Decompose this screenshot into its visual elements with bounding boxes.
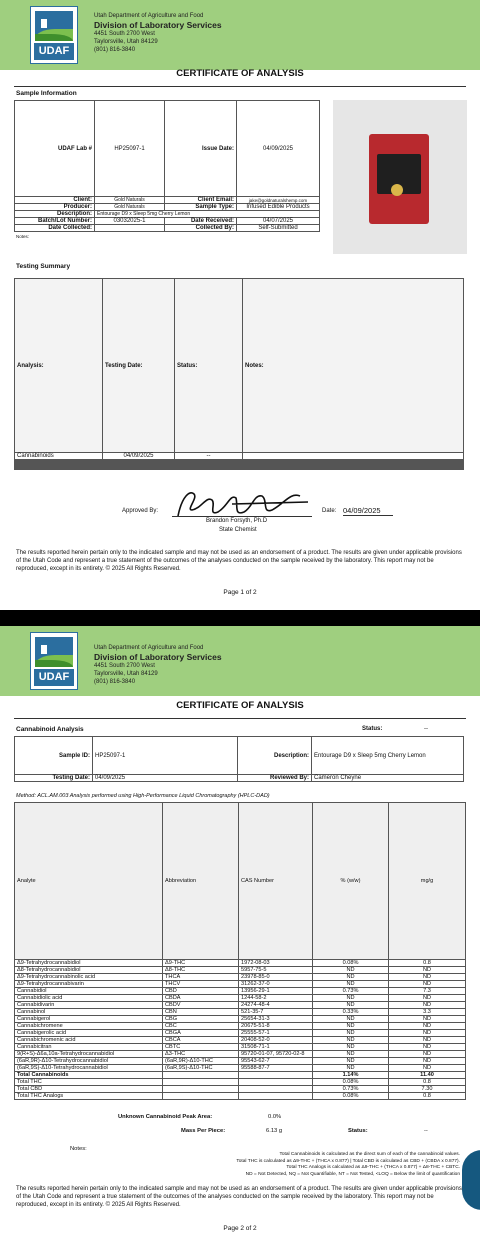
address-line-1: 4451 South 2700 West <box>94 31 155 37</box>
results-header-cell: Analyte <box>15 803 163 960</box>
page-number: Page 2 of 2 <box>223 1225 257 1232</box>
address-line-1: 4451 South 2700 West <box>94 663 155 669</box>
analyte-row: Δ9-Tetrahydrocannabinolic acid THCA 23978-85-0 ND ND <box>15 974 466 981</box>
unknown-peak-value: 0.0% <box>268 1114 282 1120</box>
unknown-peak-label: Unknown Cannabinoid Peak Area: <box>118 1114 213 1120</box>
analyte-row: Cannabichromene CBC 20675-51-8 ND ND <box>15 1023 466 1030</box>
division-name: Division of Laboratory Services <box>94 20 222 30</box>
total-row: Total THC 0.08% 0.8 <box>15 1079 466 1086</box>
results-header-cell: CAS Number <box>239 803 313 960</box>
notes-label: Notes: <box>70 1146 87 1152</box>
analyte-row: Cannabigerol CBG 25654-31-3 ND ND <box>15 1016 466 1023</box>
disclaimer-text: The results reported herein pertain only to the indicated sample and may not be used as an endorsement of a product. The results are given under applicable provisions of the Utah Code and represent a true statement of the outcomes of the analyses conducted on the sample received by the laboratory. This report may not be reproduced, except in its entirety. © 2025 All Rights Reserved. <box>16 550 462 572</box>
status-label: Status: <box>362 726 383 732</box>
analyte-row: 9(R+S)-Δ6a,10a-Tetrahydrocannabidiol Δ3-THC 95720-01-07, 95720-02-8 ND ND <box>15 1051 466 1058</box>
analyte-row: Cannabidiolic acid CBDA 1244-58-2 ND ND <box>15 995 466 1002</box>
total-row: Total CBD 0.73% 7.30 <box>15 1086 466 1093</box>
summary-header-cell: Notes: <box>243 279 464 453</box>
date-label: Date: <box>322 508 337 514</box>
sample-info-table: UDAF Lab # HP25097-1 Issue Date: 04/09/2025 Client: Gold Naturals Client Email: jake@goldnaturalshemp.com Producer: Gold Naturals Sample Type: Infused Edible Products Description: Entourage D9 x Sleep 5mg Cherry Lemon Batch/Lot Number: 03032025-1 Date Received: 04/07/2025 Date Collected: Collected By: Self-Submitted <box>14 100 320 232</box>
analyte-row: Δ9-Tetrahydrocannabivarin THCV 31262-37-0 ND ND <box>15 981 466 988</box>
analyte-row: Cannabicitran CBTC 31508-71-1 ND ND <box>15 1044 466 1051</box>
status-label-bottom: Status: <box>348 1128 368 1134</box>
status-value-bottom: -- <box>424 1128 428 1134</box>
status-value: -- <box>424 726 428 732</box>
sample-information-label: Sample Information <box>16 90 77 97</box>
total-row: Total Cannabinoids 1.14% 11.40 <box>15 1072 466 1079</box>
total-row: Total THC Analogs 0.08% 0.8 <box>15 1093 466 1100</box>
phone-number: (801) 816-3840 <box>94 47 136 53</box>
analyte-row: Cannabichromenic acid CBCA 20408-52-0 ND ND <box>15 1037 466 1044</box>
cannabinoid-analysis-label: Cannabinoid Analysis <box>16 726 84 733</box>
disclaimer-text: The results reported herein pertain only to the indicated sample and may not be used as an endorsement of a product. The results are given under applicable provisions of the Utah Code and represent a true statement of the outcomes of the analyses conducted on the sample received by the laboratory. This report may not be reproduced, except in its entirety. © 2025 All Rights Reserved. <box>16 1186 462 1208</box>
product-photo <box>333 100 467 254</box>
summary-row <box>15 469 464 470</box>
analyte-row: Cannabigerolic acid CBGA 25555-57-1 ND ND <box>15 1030 466 1037</box>
analyte-row: Cannabidivarin CBDV 24274-48-4 ND ND <box>15 1002 466 1009</box>
udaf-logo: UDAF <box>30 632 78 690</box>
analyte-row: (6aR,9S)-Δ10-Tetrahydrocannabidiol (6aR,9S)-Δ10-THC 95588-87-7 ND ND <box>15 1065 466 1072</box>
analyte-row: Δ8-Tetrahydrocannabidiol Δ8-THC 5957-75-5 ND ND <box>15 967 466 974</box>
analyte-row: Cannabinol CBN 521-35-7 0.33% 3.3 <box>15 1009 466 1016</box>
certificate-title: CERTIFICATE OF ANALYSIS <box>176 68 304 79</box>
phone-number: (801) 816-3840 <box>94 679 136 685</box>
approved-by-label: Approved By: <box>122 508 159 514</box>
results-header-cell: Abbreviation <box>163 803 239 960</box>
method-text: Method: ACL.AM.003 Analysis performed using High-Performance Liquid Chromatography (HPLC-DAD) <box>16 793 270 799</box>
address-line-2: Taylorsville, Utah 84129 <box>94 39 158 45</box>
department-name: Utah Department of Agriculture and Food <box>94 645 204 651</box>
approval-date: 04/09/2025 <box>343 506 393 516</box>
division-name: Division of Laboratory Services <box>94 652 222 662</box>
calculation-notes: Total Cannabinoids is calculated as the direct sum of each of the cannabinoid values. Total THC is calculated as Δ9-THC + (THCA x 0.877) | Total CBD is calculated as CBD + (CBDA x 0.877). Total THC Analogs is calculated as Δ9-THC + (THCA x 0.877) + Δ8-THC + CBTC. ND = Not Detected, NQ = Not Quantifiable, NT = Not Tested, <LOQ = Below the limit of quantification <box>236 1152 460 1177</box>
certificate-title: CERTIFICATE OF ANALYSIS <box>176 700 304 711</box>
testing-summary-label: Testing Summary <box>16 263 71 270</box>
analyte-row: (6aR,9R)-Δ10-Tetrahydrocannabidiol (6aR,9R)-Δ10-THC 95543-62-7 ND ND <box>15 1058 466 1065</box>
analyte-row: Cannabidiol CBD 13956-29-1 0.73% 7.3 <box>15 988 466 995</box>
mass-per-piece-label: Mass Per Piece: <box>181 1128 226 1134</box>
summary-header-cell: Analysis: <box>15 279 103 453</box>
notes-label: Notes: <box>16 234 30 239</box>
signer-title: State Chemist <box>219 527 257 533</box>
summary-header-cell: Testing Date: <box>103 279 175 453</box>
report-page-2 <box>0 626 480 1247</box>
mass-per-piece-value: 6.13 g <box>266 1128 283 1134</box>
results-header-cell: mg/g <box>389 803 466 960</box>
cannabinoid-results-table <box>14 802 466 1100</box>
analyte-row: Δ9-Tetrahydrocannabidiol Δ9-THC 1972-08-03 0.08% 0.8 <box>15 960 466 967</box>
lab-header <box>0 626 480 696</box>
chat-widget-button[interactable] <box>462 1150 480 1210</box>
results-header-cell: % (w/w) <box>313 803 389 960</box>
sample-header-table: Sample ID: HP25097-1 Description: Entourage D9 x Sleep 5mg Cherry Lemon Testing Date: 04/09/2025 Reviewed By: Cameron Cheyne <box>14 736 464 782</box>
page-number: Page 1 of 2 <box>223 589 257 596</box>
lab-header <box>0 0 480 70</box>
department-name: Utah Department of Agriculture and Food <box>94 13 204 19</box>
address-line-2: Taylorsville, Utah 84129 <box>94 671 158 677</box>
summary-row: Cannabinoids 04/09/2025 -- <box>15 453 464 460</box>
udaf-logo: UDAF <box>30 6 78 64</box>
signer-name: Brandon Forsyth, Ph.D <box>206 518 268 524</box>
summary-header-cell: Status: <box>175 279 243 453</box>
report-page-1 <box>0 0 480 610</box>
testing-summary-table <box>14 278 464 470</box>
